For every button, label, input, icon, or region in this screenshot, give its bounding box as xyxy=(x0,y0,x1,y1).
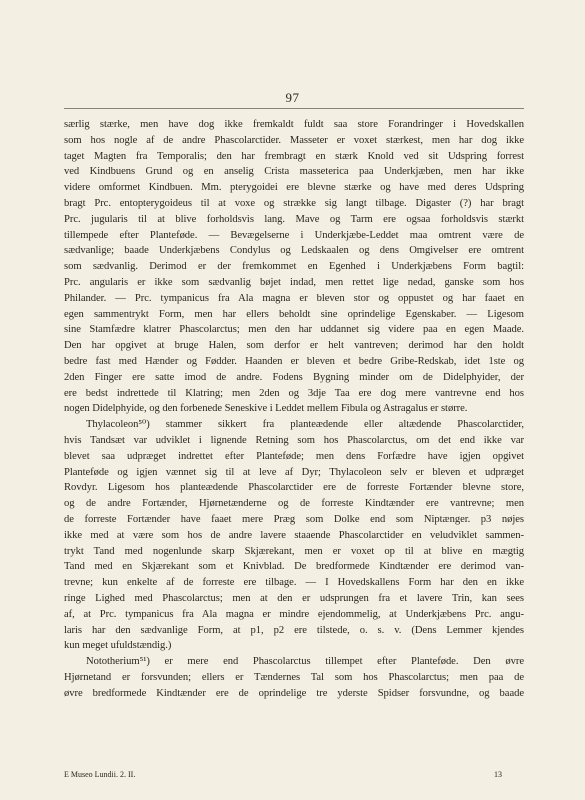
body-text xyxy=(64,117,524,701)
text-line: Hjørnetand er forsvunden; ellers er Tændernes Tal som hos Phascolarctus; men paa de xyxy=(64,671,524,683)
text-line: videre omformet Kindbuen. Mm. pterygoidei ere blevne stærke og have med deres Udspring xyxy=(64,182,524,194)
text-line: Tand med en Skjærekant som et Knivblad. De bredformede Kindtænder ere derimod van- xyxy=(64,561,524,573)
text-line: nogen Didelphyide, og den forbenede Seneskive i Leddet mellem Fibula og Astragalus er større. xyxy=(64,403,468,415)
header-rule xyxy=(64,108,524,109)
text-line: kun meget ufuldstændig.) xyxy=(64,640,172,652)
text-line: trevne; kun enkelte af de forreste ere tilbage. — I Hovedskallens Form har den en ikke xyxy=(64,577,524,589)
text-line: egen sammentrykt Form, men har ellers beholdt sine oprindelige Egenskaber. — Ligesom xyxy=(64,308,524,320)
text-line: Den har opgivet at bruge Halen, som derfor er helt vantreven; derimod har den holdt xyxy=(64,340,524,352)
text-line: ere bedst indrettede til Klatring; men 2den og 3dje Taa ere dog mere vantrevne end hos xyxy=(64,387,524,399)
text-line: som hos nogle af de andre Phascolarctider. Masseter er voxet stærkest, men har dog ikke xyxy=(64,134,524,146)
text-line: sædvanlige; baade Underkjæbens Condylus og Ledskaalen og dens Omgivelser ere omtrent xyxy=(64,245,524,257)
text-line: Philander. — Prc. tympanicus fra Ala magna er bleven stor og oppustet og har faaet en xyxy=(64,292,524,304)
text-line: Rovdyr. Ligesom hos planteædende Phascolarctider ere de forreste Fortænder blevne store, xyxy=(64,482,524,494)
text-line: blevet saa udpræget indrettet efter Planteføde; men dens Forfædre have igjen opgivet xyxy=(64,450,524,462)
text-line: som sædvanlig. Derimod er der fremkommet en Egenhed i Underkjæbens Form bagtil: xyxy=(64,261,524,273)
text-line: særlig stærke, men have dog ikke fremkaldt fuldt saa store Forandringer i Hovedskallen xyxy=(64,119,524,130)
text-line: og de andre Fortænder, Hjørnetænderne og de forreste Kindtænder ere vantrevne; men xyxy=(64,498,524,510)
text-line: bedre fast med Hænder og Fødder. Haanden er bleven et bedre Gribe-Redskab, idet 1ste og xyxy=(64,355,524,367)
text-line: 2den Finger ere satte imod de andre. Fodens Bygning minder om de Didelphyider, der xyxy=(64,371,524,383)
text-line: bragt Prc. entopterygoideus til at voxe og strække sig langt tilbage. Digaster (?) har bragt xyxy=(64,197,524,209)
text-line: laris har den sædvanlige Form, at p1, p2 ere tilstede, o. s. v. (Dens Lemmer kjendes xyxy=(64,624,524,636)
text-line: Planteføde og igjen vænnet sig til at leve af Dyr; Thylacoleon selv er bleven et udpræget xyxy=(64,466,524,478)
text-line: sine Stamfædre klatrer Phascolarctus; men den har uddannet sig videre paa en egen Maade. xyxy=(64,324,524,336)
page-number: 97 xyxy=(285,90,300,105)
text-line: tillempede efter Planteføde. — Bevægelserne i Underkjæbe-Leddet maa omtrent være de xyxy=(64,229,524,241)
text-line: de forreste Fortænder have faaet mere Præg som Dolke end som Niptænger. p3 nøjes xyxy=(64,513,524,525)
footer-signature: E Museo Lundii. 2. II. xyxy=(64,770,136,779)
footer-sheet-number: 13 xyxy=(494,770,502,779)
text-line: ringe Lighed med Phascolarctus; men at den er udsprungen fra et lavere Trin, kan sees xyxy=(64,592,524,604)
text-line: af, at Prc. tympanicus fra Ala magna er mindre ejendommelig, at Underkjæbens Prc. angu- xyxy=(64,608,524,620)
text-line: Thylacoleon⁵⁰) stammer sikkert fra planteædende eller altædende Phascolarctider, xyxy=(86,419,524,431)
page-footer xyxy=(64,770,524,779)
text-line: øvre bredformede Kindtænder ere de oprindelige tre yderste Spidser forsvundne, og baade xyxy=(64,687,524,699)
text-line: Prc. angularis er ikke som sædvanlig bøjet indad, men rettet lige nedad, ganske som hos xyxy=(64,276,524,288)
text-line: hvis Tandsæt var udviklet i lignende Retning som hos Phascolarctus, om det end ikke var xyxy=(64,434,524,446)
text-line: ved Kindbuens Grund og en anselig Crista masseterica paa Underkjæben, men har ikke xyxy=(64,166,524,178)
text-line: trykt Tand med nogenlunde skarp Skjærekant, men er voxet op til at blive en mægtig xyxy=(64,545,524,557)
text-line: Prc. jugularis til at blive forholdsvis lang. Mave og Tarm ere ogsaa forholdsvis stærkt xyxy=(64,213,524,225)
text-line: taget Magten fra Temporalis; den har frembragt en stærk Knold ved sit Udspring forrest xyxy=(64,150,524,162)
text-line: ikke med at være som hos de andre lavere staaende Phascolarctider en veludviklet sammen- xyxy=(64,529,524,541)
text-line: Nototherium⁵¹) er mere end Phascolarctus tillempet efter Planteføde. Den øvre xyxy=(86,656,524,668)
